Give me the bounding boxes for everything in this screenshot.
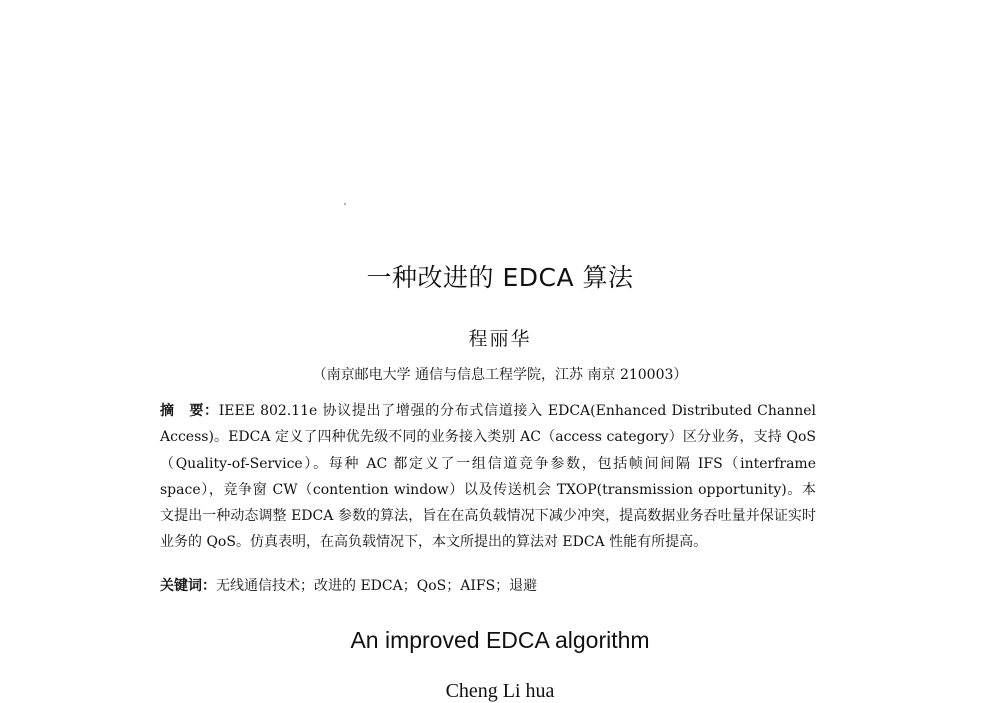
author-en: Cheng Li hua [445, 680, 555, 702]
keywords-label: 关键词： [160, 578, 216, 594]
affiliation-cn: （南京邮电大学 通信与信息工程学院，江苏 南京 210003） [312, 367, 688, 383]
abstract [160, 398, 816, 556]
abstract-label: 摘 要： [160, 403, 219, 419]
keywords-text: 无线通信技术；改进的 EDCA；QoS；AIFS；退避 [216, 578, 538, 594]
scan-speck [344, 203, 346, 205]
paper-title-cn: 一种改进的 EDCA 算法 [366, 263, 634, 292]
paper-title-en: An improved EDCA algorithm [350, 627, 650, 653]
abstract-text: IEEE 802.11e 协议提出了增强的分布式信道接入 EDCA(Enhanced Distributed Channel Access)。EDCA 定义了四种优先级不同的业务接入类别 AC（access category）区分业务，支持 QoS（Quality-of-Service）。每种 AC 都定义了一组信道竞争参数，包括帧间间隔 IFS（interframe space），竞争窗 CW（contention window）以及传送机会 TXOP(transmission opportunity)。本文提出一种动态调整 EDCA 参数的算法，旨在在高负载情况下减少冲突，提高数据业务吞吐量并保证实时业务的 QoS。仿真表明，在高负载情况下，本文所提出的算法对 EDCA 性能有所提高。 [160, 403, 816, 551]
keywords [160, 573, 816, 599]
author-cn: 程丽华 [468, 328, 532, 350]
